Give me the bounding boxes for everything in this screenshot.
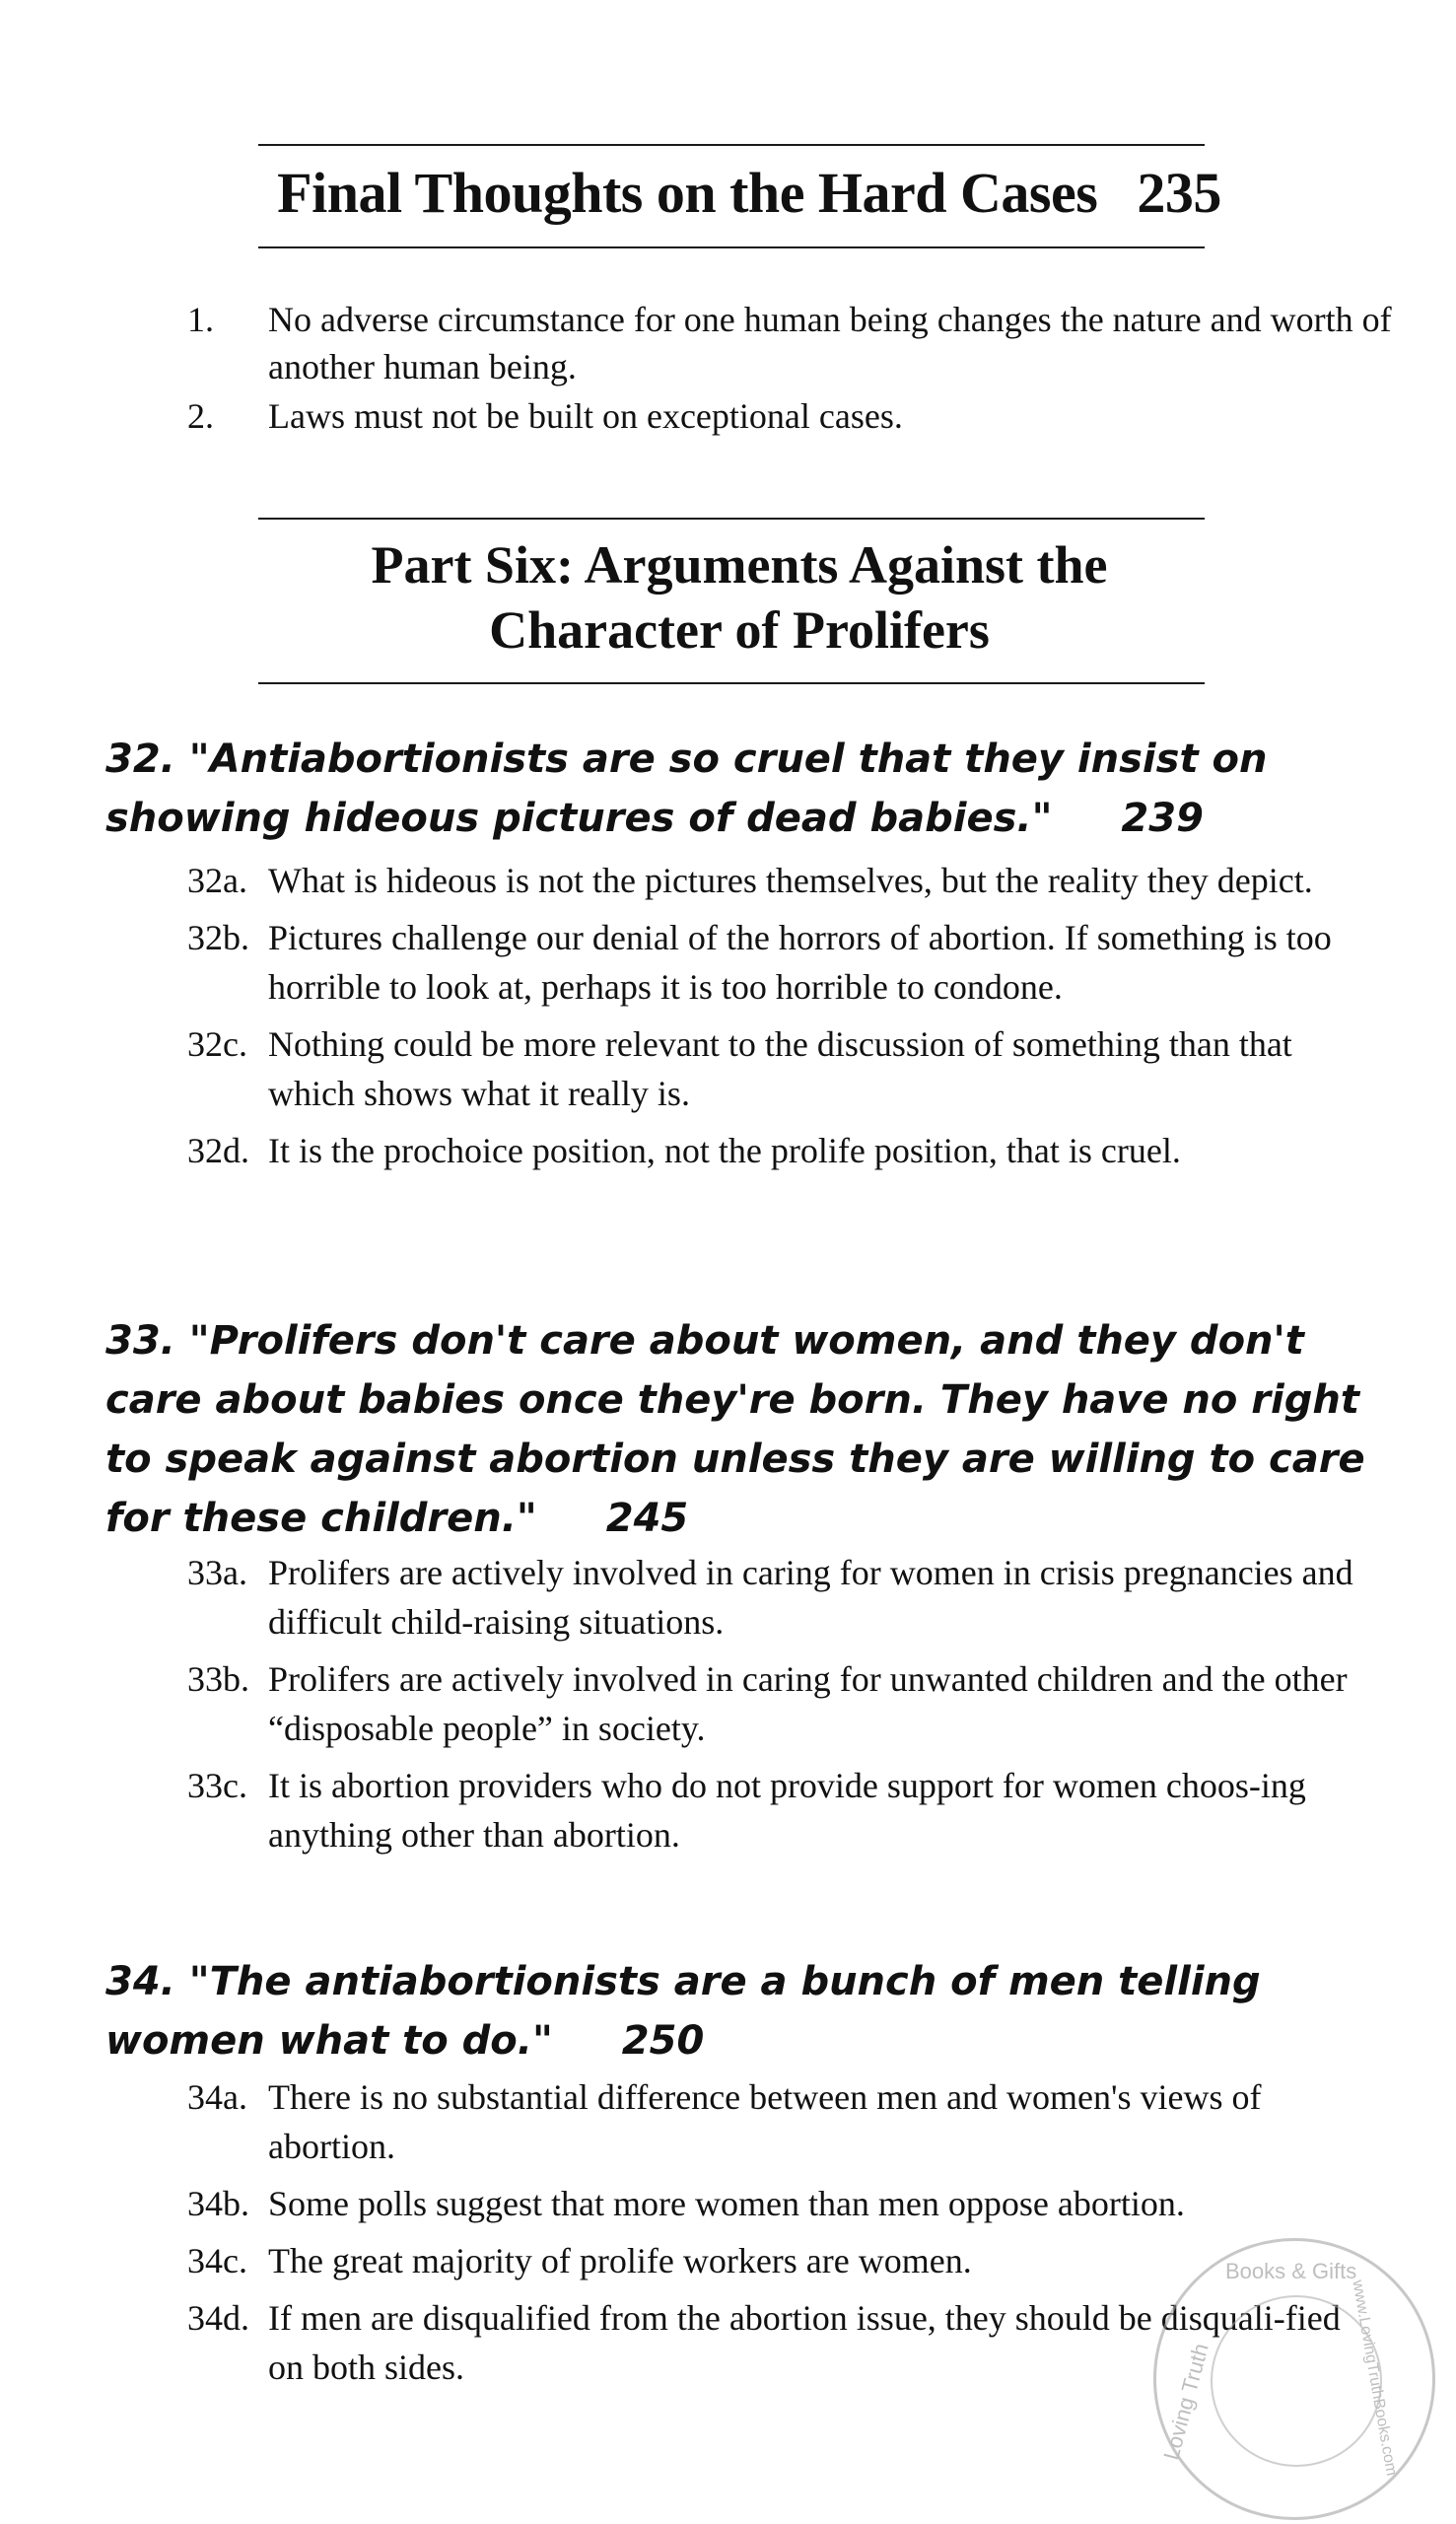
question-33: [105, 1311, 1387, 1548]
point-item: [187, 2179, 1360, 2228]
point-label: 34d.: [187, 2298, 249, 2338]
point-item: [187, 2072, 1360, 2171]
watermark-stamp: [1153, 2238, 1435, 2520]
point-label: 34c.: [187, 2241, 247, 2280]
question-number: 34.: [105, 1959, 175, 2004]
page-header: [256, 160, 1242, 226]
point-label: 33b.: [187, 1659, 249, 1699]
point-label: 32b.: [187, 918, 249, 957]
point-label: 34b.: [187, 2184, 249, 2223]
question-text: "The antiabortionists are a bunch of men telling women what to do.": [105, 1959, 1261, 2064]
point-item: [187, 1126, 1360, 1175]
list-item-text: No adverse circumstance for one human being changes the nature and worth of another human being.: [268, 300, 1392, 386]
point-item: [187, 856, 1360, 905]
point-text: Some polls suggest that more women than men oppose abortion.: [268, 2184, 1185, 2223]
question-page: 239: [1121, 796, 1204, 841]
point-item: [187, 2236, 1360, 2285]
question-32-points: [187, 856, 1360, 1183]
point-item: [187, 1761, 1360, 1859]
question-text: "Prolifers don't care about women, and they don't care about babies once they're born. They have no right to speak against abortion unless they are willing to care for these children.": [105, 1318, 1365, 1541]
question-number: 33.: [105, 1318, 175, 1364]
part-title: [246, 532, 1232, 663]
point-text: There is no substantial difference between men and women's views of abortion.: [268, 2077, 1262, 2166]
point-item: [187, 1548, 1360, 1647]
point-text: Prolifers are actively involved in caring for women in crisis pregnancies and difficult child-raising situations.: [268, 1553, 1353, 1642]
part-top-rule: [258, 518, 1205, 520]
part-bottom-rule: [258, 682, 1205, 684]
header-title: Final Thoughts on the Hard Cases: [277, 161, 1098, 225]
list-item-number: 2.: [187, 396, 214, 436]
part-title-line1: Part Six: Arguments Against the: [371, 535, 1108, 595]
question-text: "Antiabortionists are so cruel that they insist on showing hideous pictures of dead babies.": [105, 736, 1268, 841]
stamp-left-text: Loving Truth: [1158, 2341, 1213, 2463]
hard-cases-list: [187, 296, 1431, 440]
question-number: 32.: [105, 736, 175, 782]
question-33-points: [187, 1548, 1360, 1867]
question-page: 250: [621, 2018, 705, 2064]
question-32: [105, 730, 1387, 848]
point-text: Pictures challenge our denial of the horrors of abortion. If something is too horrible to look at, perhaps it is too horrible to condone.: [268, 918, 1332, 1007]
point-label: 34a.: [187, 2077, 247, 2117]
point-label: 32d.: [187, 1131, 249, 1170]
stamp-right-text: www.LovingTruthBooks.com: [1349, 2279, 1400, 2478]
point-item: [187, 1019, 1360, 1118]
header-page-number: 235: [1137, 161, 1221, 225]
point-item: [187, 1654, 1360, 1753]
point-text: What is hideous is not the pictures themselves, but the reality they depict.: [268, 861, 1313, 900]
point-item: [187, 913, 1360, 1012]
stamp-top-text: Books & Gifts: [1225, 2259, 1357, 2283]
top-rule: [258, 144, 1205, 146]
point-label: 33c.: [187, 1766, 247, 1805]
list-item-number: 1.: [187, 300, 214, 339]
part-title-line2: Character of Prolifers: [489, 600, 990, 660]
point-label: 33a.: [187, 1553, 247, 1592]
list-item: [187, 296, 1431, 390]
point-text: It is abortion providers who do not provide support for women choos-ing anything other than abortion.: [268, 1766, 1306, 1855]
question-page: 245: [605, 1496, 689, 1541]
point-label: 32c.: [187, 1024, 247, 1064]
point-text: Prolifers are actively involved in caring for unwanted children and the other “disposable people” in society.: [268, 1659, 1348, 1748]
point-text: If men are disqualified from the abortion issue, they should be disquali-fied on both sides.: [268, 2298, 1341, 2387]
list-item: [187, 392, 1431, 440]
question-34: [105, 1952, 1387, 2070]
header-bottom-rule: [258, 246, 1205, 248]
point-text: It is the prochoice position, not the prolife position, that is cruel.: [268, 1131, 1181, 1170]
point-text: The great majority of prolife workers are women.: [268, 2241, 972, 2280]
point-label: 32a.: [187, 861, 247, 900]
list-item-text: Laws must not be built on exceptional cases.: [268, 396, 903, 436]
point-text: Nothing could be more relevant to the discussion of something than that which shows what it really is.: [268, 1024, 1292, 1113]
